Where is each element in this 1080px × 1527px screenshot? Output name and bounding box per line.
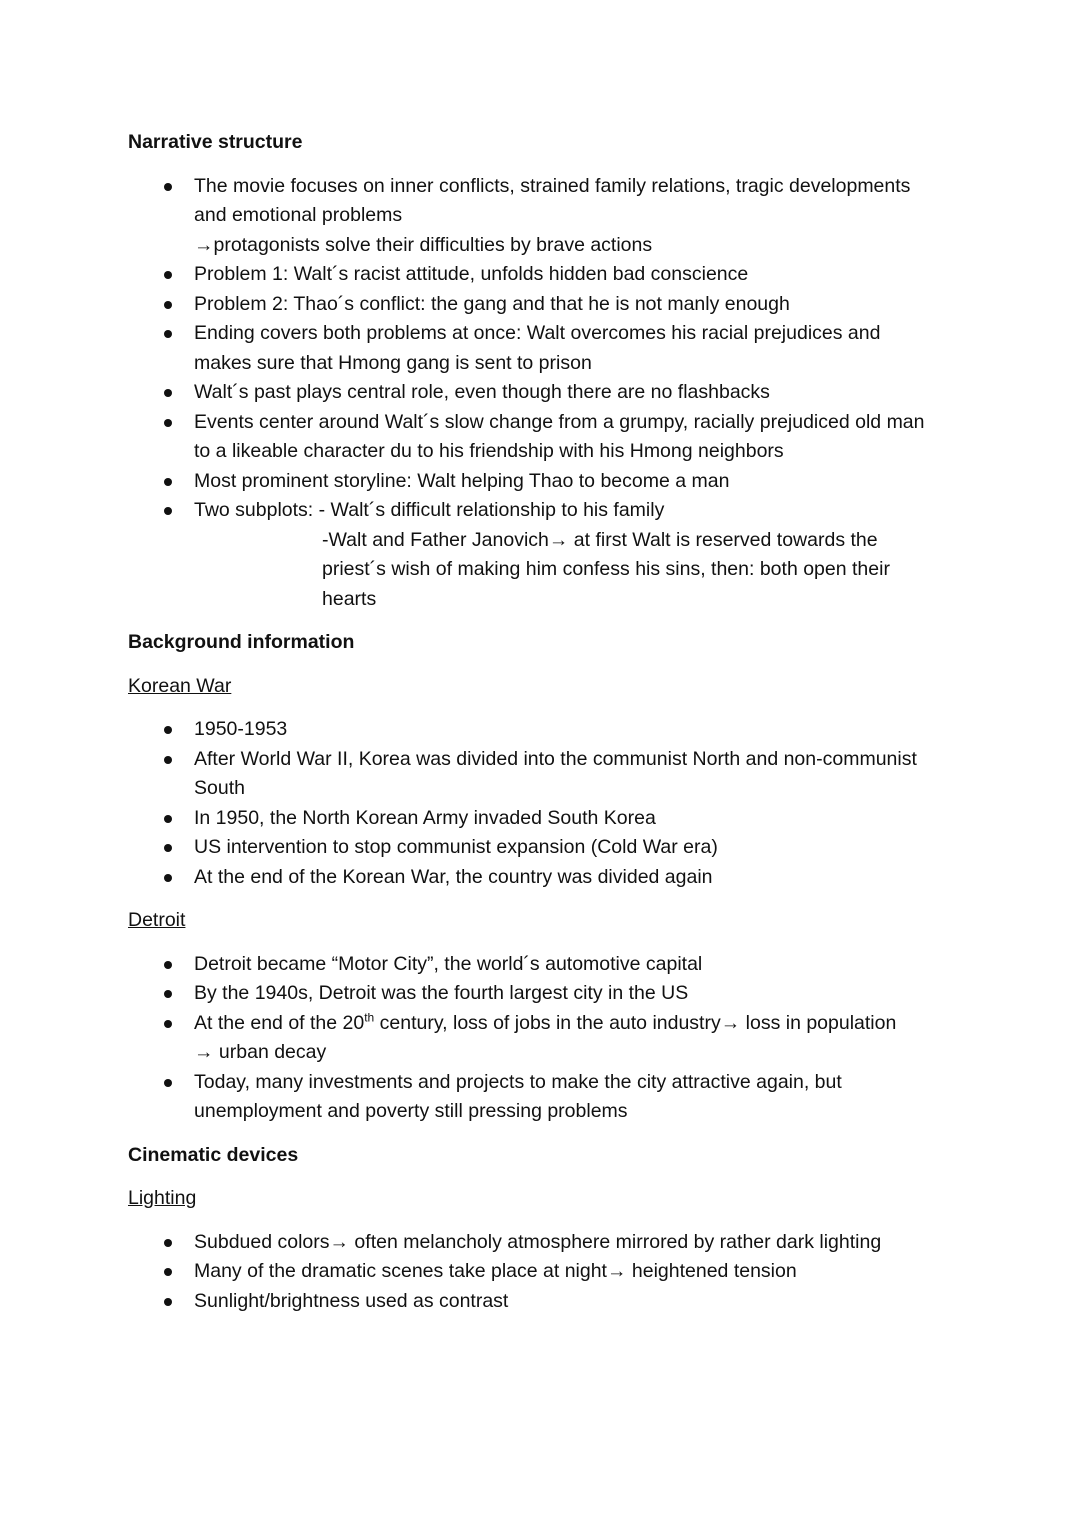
text-segment: century, loss of jobs in the auto industry→ loss in population (374, 1011, 897, 1034)
list-item (128, 260, 958, 290)
list-item (128, 715, 958, 745)
list-item (128, 745, 958, 804)
list-item-text: The movie focuses on inner conflicts, strained family relations, tragic developments (194, 174, 911, 197)
list-item (128, 408, 958, 467)
subheading-detroit: Detroit (128, 909, 186, 931)
subheading-korean-war: Korean War (128, 674, 232, 697)
list-item (128, 1257, 958, 1287)
narrative-list (128, 172, 958, 615)
text-segment: At the end of the 20 (194, 1011, 365, 1034)
list-item (128, 979, 958, 1009)
list-item (128, 1228, 958, 1258)
list-item-text: Two subplots: - Walt´s difficult relationship to his family (194, 499, 665, 521)
list-item-text: Events center around Walt´s slow change from a grumpy, racially prejudiced old man (194, 410, 925, 433)
list-item-text: Today, many investments and projects to make the city attractive again, but (194, 1070, 842, 1093)
list-item (128, 1009, 958, 1068)
korean-war-list (128, 715, 958, 892)
list-item-text: → urban decay (194, 1041, 327, 1063)
list-item-text: At the end of the Korean War, the country was divided again (194, 865, 713, 888)
list-item-text: After World War II, Korea was divided into the communist North and non-communist (194, 747, 917, 770)
list-item (128, 172, 958, 261)
list-item-text: Subdued colors→ often melancholy atmosphere mirrored by rather dark lighting (194, 1230, 882, 1253)
list-item-text: Ending covers both problems at once: Walt overcomes his racial prejudices and (194, 322, 881, 344)
list-item-text: Problem 2: Thao´s conflict: the gang and that he is not manly enough (194, 292, 790, 315)
list-item (128, 833, 958, 863)
list-item-text: Detroit became “Motor City”, the world´s automotive capital (194, 952, 703, 975)
list-item-text: and emotional problems (194, 204, 403, 226)
list-item-text: Walt´s past plays central role, even though there are no flashbacks (194, 381, 770, 403)
detroit-list (128, 950, 958, 1127)
lighting-list (128, 1228, 958, 1317)
subplot-text: priest´s wish of making him confess his sins, then: both open their (322, 558, 890, 580)
list-item-text: to a likeable character du to his friendship with his Hmong neighbors (194, 440, 784, 462)
list-item (128, 378, 958, 408)
list-item (128, 804, 958, 834)
list-item-text: Most prominent storyline: Walt helping Thao to become a man (194, 469, 730, 492)
list-item-text: →protagonists solve their difficulties by brave actions (194, 233, 653, 256)
list-item (128, 863, 958, 893)
heading-narrative-structure: Narrative structure (128, 131, 303, 153)
list-item (128, 496, 958, 614)
list-item-text: 1950-1953 (194, 718, 288, 740)
document-page (128, 128, 958, 1330)
list-item (128, 1287, 958, 1317)
list-item-text: Many of the dramatic scenes take place at night→ heightened tension (194, 1260, 797, 1282)
list-item (128, 467, 958, 497)
subplot-text: -Walt and Father Janovich→ at first Walt is reserved towards the (322, 528, 878, 551)
list-item-text (194, 1009, 958, 1039)
list-item-text: Sunlight/brightness used as contrast (194, 1289, 509, 1312)
subplot-text: hearts (322, 587, 377, 610)
superscript: th (364, 1010, 375, 1024)
list-item-text: In 1950, the North Korean Army invaded South Korea (194, 806, 656, 829)
list-item-text: US intervention to stop communist expansion (Cold War era) (194, 836, 718, 858)
list-item (128, 290, 958, 320)
list-item-text: makes sure that Hmong gang is sent to prison (194, 351, 592, 374)
list-item-text: By the 1940s, Detroit was the fourth largest city in the US (194, 982, 689, 1004)
list-item (128, 1068, 958, 1127)
subheading-lighting: Lighting (128, 1187, 197, 1209)
list-item-text: unemployment and poverty still pressing problems (194, 1100, 628, 1122)
heading-background-information: Background information (128, 631, 355, 653)
list-item (128, 319, 958, 378)
list-item-text: South (194, 777, 245, 799)
heading-cinematic-devices: Cinematic devices (128, 1143, 299, 1166)
list-item-text: Problem 1: Walt´s racist attitude, unfolds hidden bad conscience (194, 263, 749, 285)
list-item (128, 950, 958, 980)
